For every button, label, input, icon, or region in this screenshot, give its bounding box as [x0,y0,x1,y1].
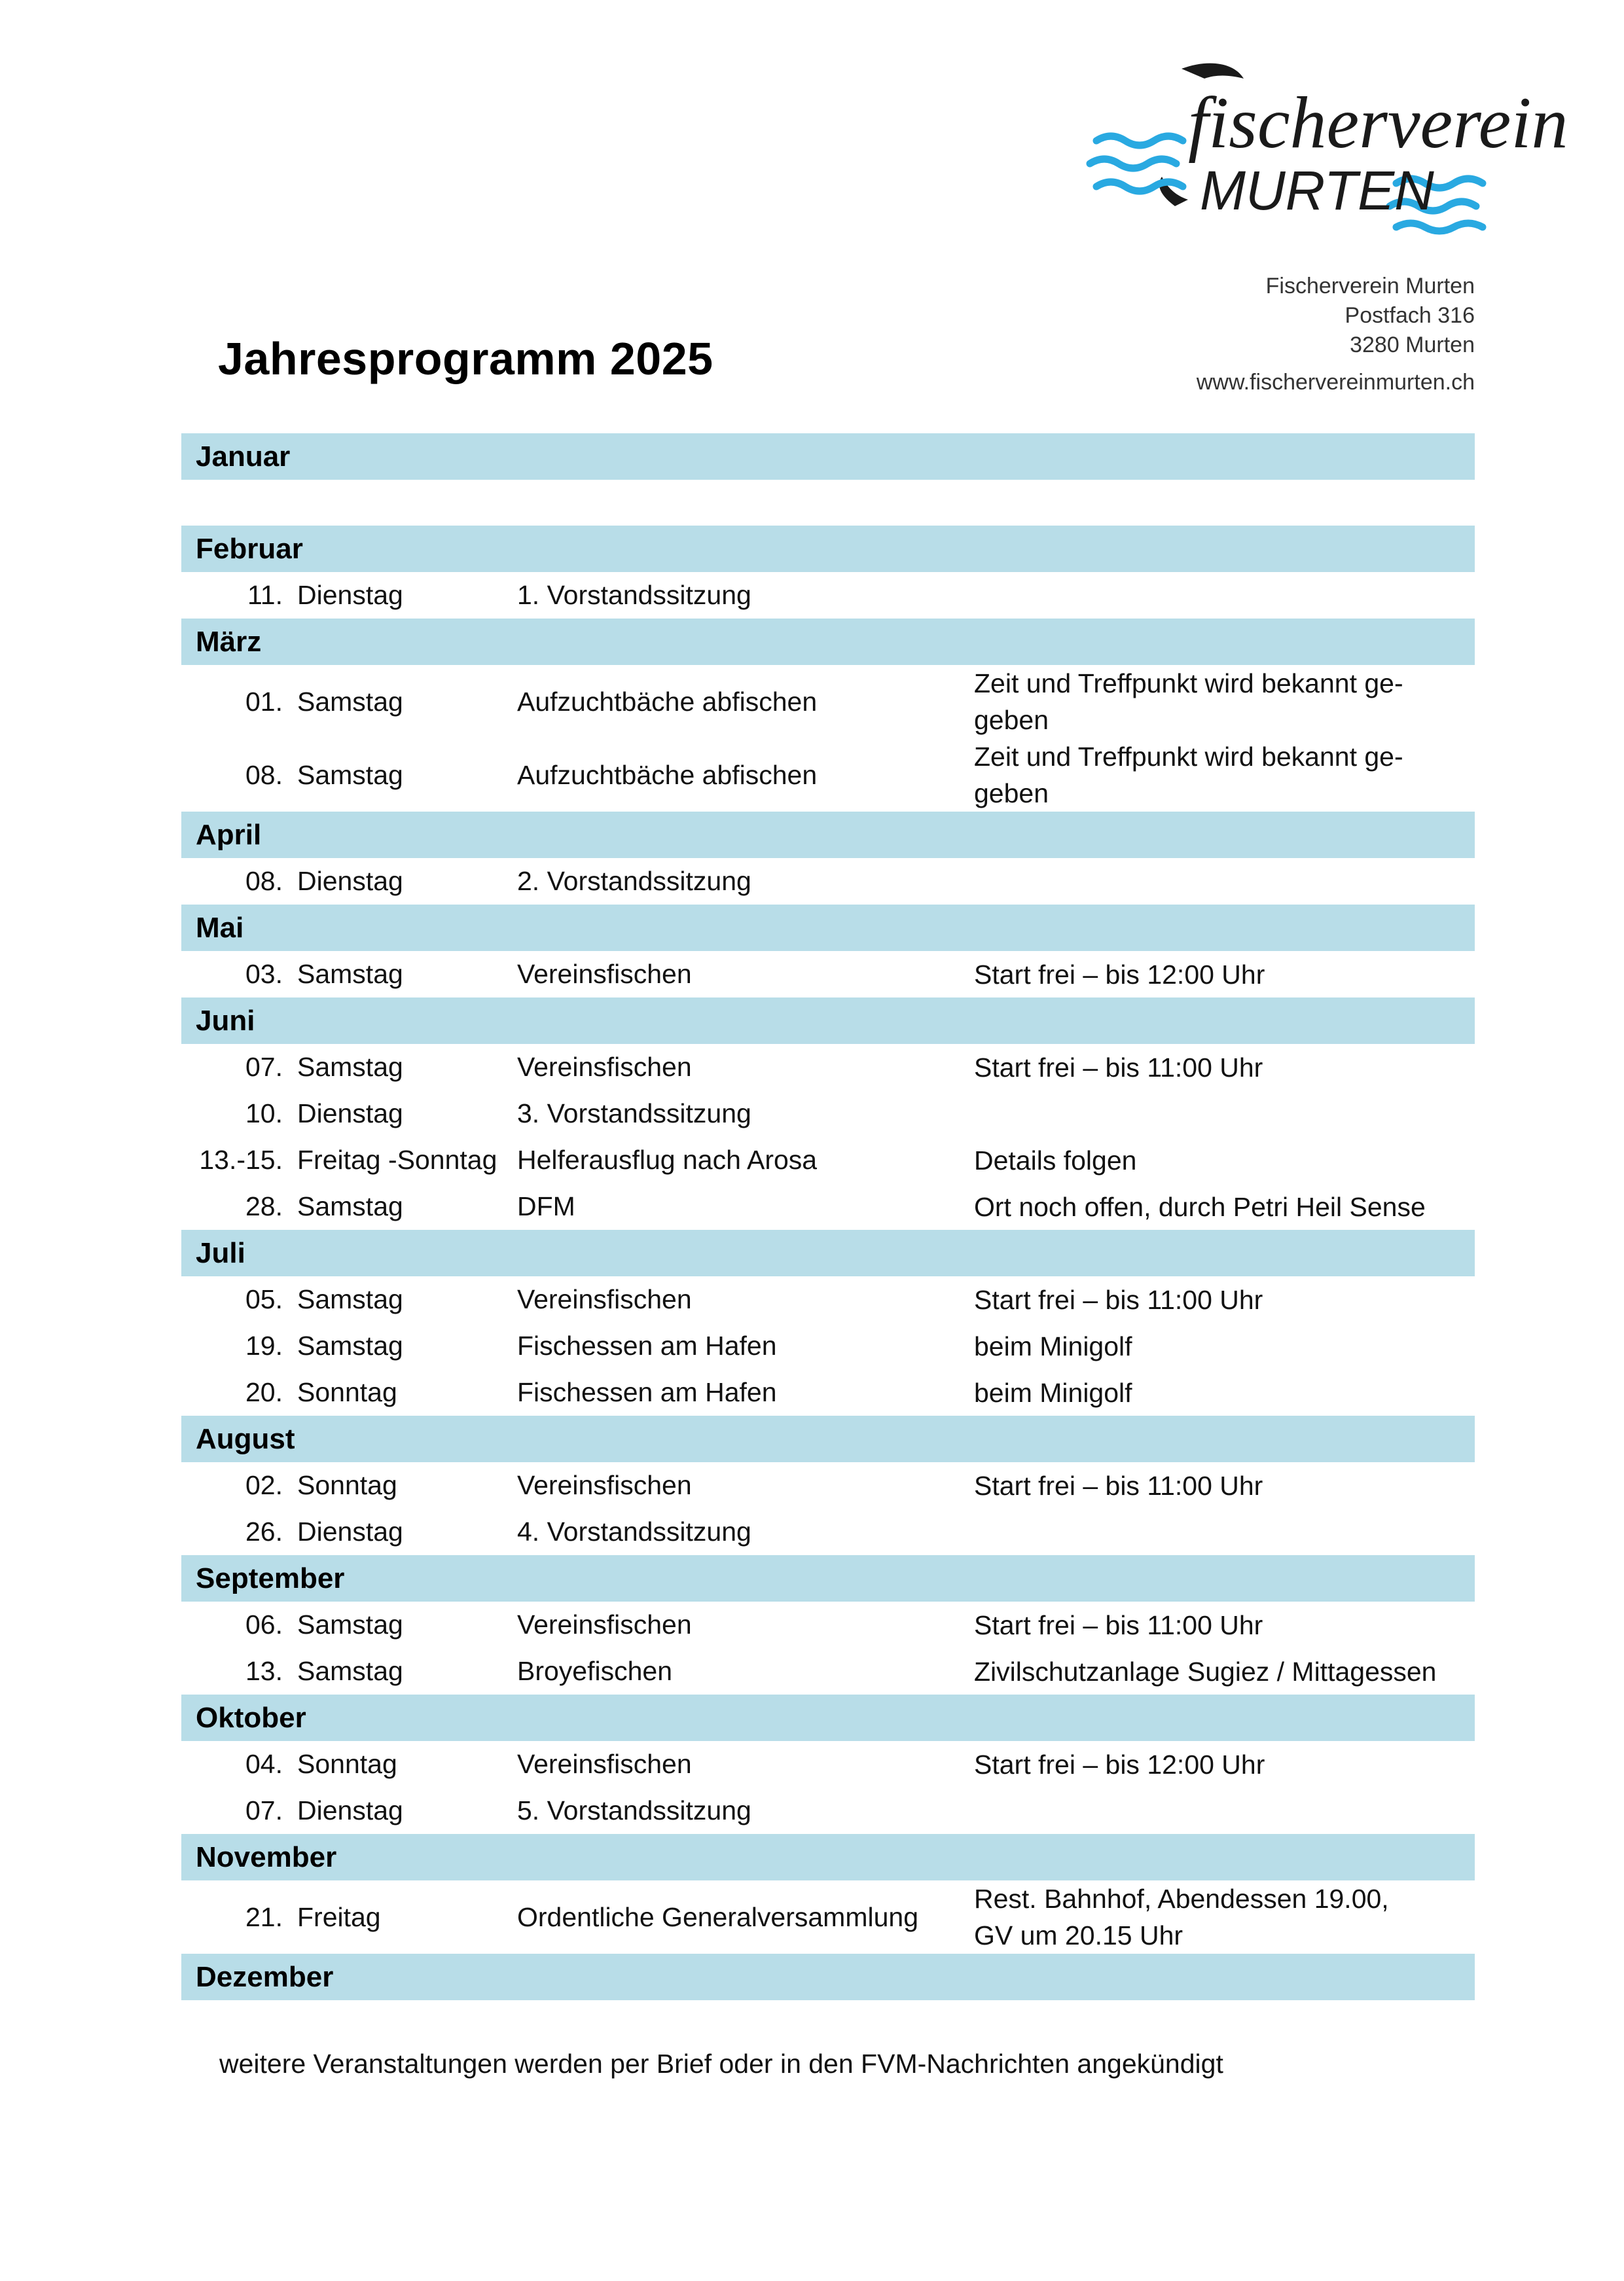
event-note: Zeit und Treffpunkt wird bekannt ge- geben [974,668,1403,735]
event-day: 11. [247,580,283,610]
event-note: Start frei – bis 12:00 Uhr [974,1749,1265,1780]
address-city: 3280 Murten [1350,332,1475,357]
event-title: DFM [517,1191,575,1221]
event-weekday: Samstag [297,1331,403,1361]
event-title: Vereinsfischen [517,1470,692,1500]
month-header: Dezember [181,1954,1475,2000]
month-header: November [181,1834,1475,1880]
event-weekday: Sonntag [297,1377,397,1407]
event-weekday: Dienstag [297,866,403,896]
event-day: 08. [245,866,283,896]
event-weekday: Samstag [297,1609,403,1640]
event-row [181,1602,1475,1648]
event-day: 19. [245,1331,283,1361]
annual-program-table [181,433,1475,2000]
event-day: 21. [245,1901,283,1932]
month-header: September [181,1555,1475,1602]
event-day: 02. [245,1470,283,1500]
event-row [181,1741,1475,1787]
event-note: beim Minigolf [974,1377,1132,1408]
event-row [181,1137,1475,1183]
month-header: Juni [181,997,1475,1044]
event-weekday: Samstag [297,1284,403,1314]
event-note: Zeit und Treffpunkt wird bekannt ge- geben [974,742,1403,808]
event-day: 03. [245,959,283,989]
month-header: April [181,812,1475,858]
event-row [181,1183,1475,1230]
event-note: beim Minigolf [974,1331,1132,1361]
event-title: Fischessen am Hafen [517,1331,777,1361]
footer-note: weitere Veranstaltungen werden per Brief oder in den FVM-Nachrichten angekündigt [219,2049,1223,2079]
event-weekday: Samstag [297,686,403,717]
event-note: Start frei – bis 11:00 Uhr [974,1052,1263,1083]
event-weekday: Samstag [297,1052,403,1082]
event-title: 2. Vorstandssitzung [517,866,751,896]
logo-text-line1: fischerverein [1188,82,1568,164]
event-day: 06. [245,1609,283,1640]
event-row [181,1044,1475,1090]
event-day: 13. [245,1656,283,1686]
event-day: 07. [245,1795,283,1825]
month-header: Mai [181,905,1475,951]
event-row [181,572,1475,619]
event-title: 1. Vorstandssitzung [517,580,751,610]
event-day: 05. [245,1284,283,1314]
event-title: 3. Vorstandssitzung [517,1098,751,1128]
event-note: Start frei – bis 12:00 Uhr [974,959,1265,990]
event-weekday: Dienstag [297,1098,403,1128]
event-day: 26. [245,1517,283,1547]
event-title: Helferausflug nach Arosa [517,1145,818,1175]
page-title: Jahresprogramm 2025 [218,333,713,384]
event-weekday: Samstag [297,759,403,790]
event-title: Broyefischen [517,1656,673,1686]
event-day: 07. [245,1052,283,1082]
event-row [181,858,1475,905]
event-day: 28. [245,1191,283,1221]
event-weekday: Sonntag [297,1749,397,1779]
month-header: August [181,1416,1475,1462]
event-note: Ort noch offen, durch Petri Heil Sense [974,1191,1426,1222]
event-row [181,1462,1475,1509]
event-weekday: Samstag [297,959,403,989]
event-title: Aufzuchtbäche abfischen [517,686,818,717]
event-row [181,1787,1475,1834]
month-header: Juli [181,1230,1475,1276]
fish-logo-icon [1083,56,1568,229]
event-row [181,1276,1475,1323]
event-row [181,1323,1475,1369]
event-weekday: Dienstag [297,1517,403,1547]
event-weekday: Samstag [297,1191,403,1221]
event-day: 10. [245,1098,283,1128]
logo-text-line2: MURTEN [1200,160,1434,221]
event-day: 13.-15. [199,1145,283,1175]
event-day: 01. [245,686,283,717]
event-title: Vereinsfischen [517,1052,692,1082]
event-weekday: Dienstag [297,1795,403,1825]
event-title: Vereinsfischen [517,1609,692,1640]
event-row [181,1509,1475,1555]
event-day: 08. [245,759,283,790]
address-name: Fischerverein Murten [1265,274,1475,298]
month-header: Januar [181,433,1475,480]
event-row [181,738,1475,812]
event-note: Details folgen [974,1145,1137,1176]
event-title: 5. Vorstandssitzung [517,1795,751,1825]
event-row [181,1369,1475,1416]
event-row [181,1880,1475,1954]
event-note: Start frei – bis 11:00 Uhr [974,1609,1263,1640]
event-row [181,665,1475,738]
event-title: 4. Vorstandssitzung [517,1517,751,1547]
address-street: Postfach 316 [1344,303,1475,328]
month-header: Oktober [181,1695,1475,1741]
event-weekday: Dienstag [297,580,403,610]
event-weekday: Freitag -Sonntag [297,1145,497,1175]
event-title: Ordentliche Generalversammlung [517,1901,918,1932]
event-note: Rest. Bahnhof, Abendessen 19.00, GV um 20.15 Uhr [974,1884,1389,1950]
event-row [181,1648,1475,1695]
event-title: Vereinsfischen [517,959,692,989]
event-note: Start frei – bis 11:00 Uhr [974,1470,1263,1501]
empty-month-spacer [181,480,1475,526]
club-logo [1083,56,1568,229]
event-title: Fischessen am Hafen [517,1377,777,1407]
event-title: Vereinsfischen [517,1749,692,1779]
event-weekday: Freitag [297,1901,381,1932]
event-title: Vereinsfischen [517,1284,692,1314]
event-note: Start frei – bis 11:00 Uhr [974,1284,1263,1315]
event-row [181,951,1475,997]
event-weekday: Samstag [297,1656,403,1686]
club-address [1197,272,1475,397]
event-row [181,1090,1475,1137]
event-title: Aufzuchtbäche abfischen [517,759,818,790]
event-weekday: Sonntag [297,1470,397,1500]
event-day: 20. [245,1377,283,1407]
event-day: 04. [245,1749,283,1779]
month-header: März [181,619,1475,665]
event-note: Zivilschutzanlage Sugiez / Mittagessen [974,1656,1437,1687]
month-header: Februar [181,526,1475,572]
website-link[interactable]: www.fischervereinmurten.ch [1196,370,1475,395]
